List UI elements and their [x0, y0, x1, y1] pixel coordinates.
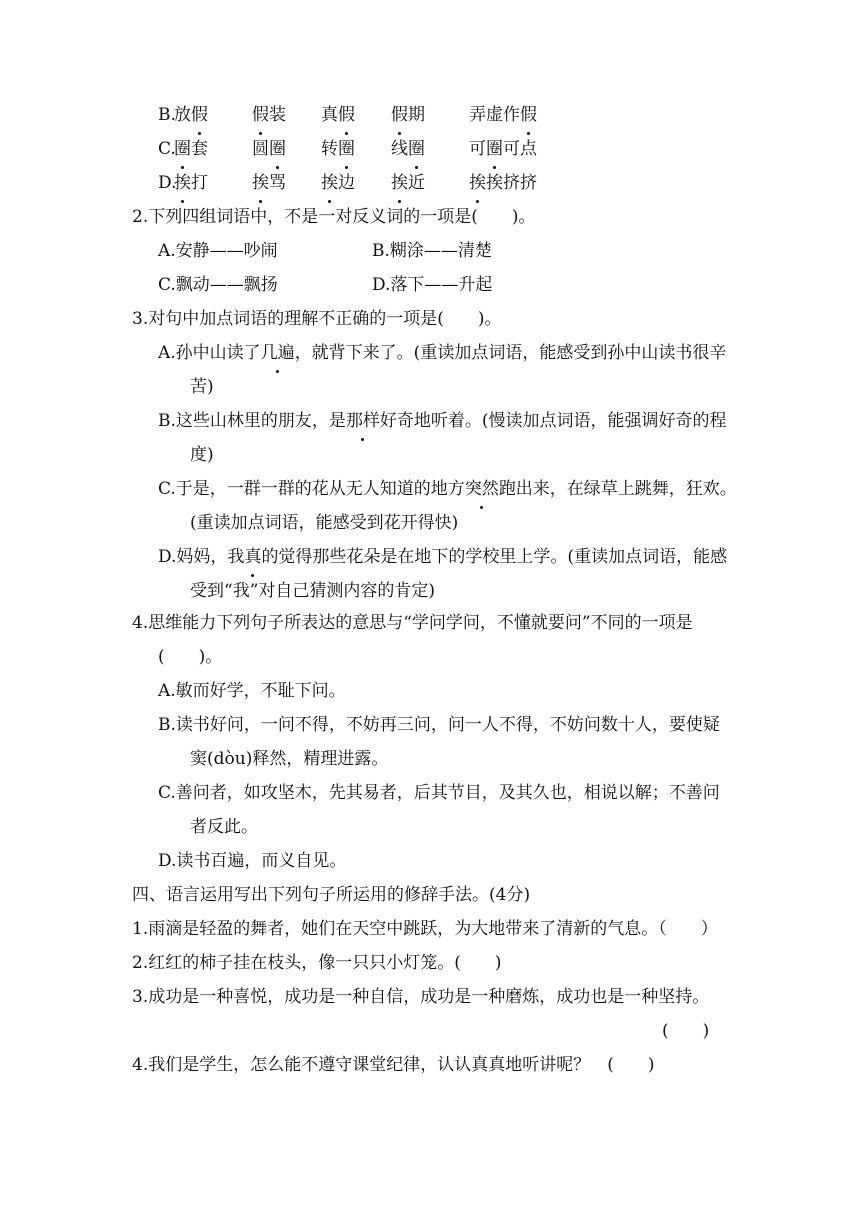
q4-option-b-cont: 窦(dòu)释然，精理进露。 — [190, 749, 389, 769]
option-b-label: B. — [158, 105, 176, 125]
rhetoric-sentence-1: 1.雨滴是轻盈的舞者，她们在天空中跳跃，为大地带来了清新的气息。（ ） — [132, 919, 718, 939]
word-d-3: 挨边 — [321, 166, 355, 200]
word-c-2: 圆圈 — [252, 132, 286, 166]
word-d-1: 挨打 — [174, 166, 208, 200]
word-b-2: 假装 — [252, 98, 286, 132]
q3-option-c: C.于是，一群一群的花从无人知道的地方突然跑出来，在绿草上跳舞，狂欢。 — [158, 472, 737, 506]
q3-stem: 3.对句中加点词语的理解不正确的一项是( )。 — [132, 309, 502, 329]
q4-stem-cont: ( )。 — [158, 647, 223, 667]
q3-option-b-cont: 度) — [190, 445, 214, 465]
q3-option-d-cont: 受到“我”对自己猜测内容的肯定) — [190, 581, 436, 601]
word-b-3: 真假 — [321, 98, 355, 132]
rhetoric-sentence-4: 4.我们是学生，怎么能不遵守课堂纪律，认认真真地听讲呢？ ( ) — [132, 1055, 655, 1075]
rhetoric-sentence-2: 2.红红的柿子挂在枝头，像一只只小灯笼。( ) — [132, 953, 502, 973]
q3-option-d: D.妈妈，我真的觉得那些花朵是在地下的学校里上学。(重读加点词语，能感 — [158, 540, 727, 574]
word-d-4: 挨近 — [391, 166, 425, 200]
word-b-4: 假期 — [391, 98, 425, 132]
q4-option-c: C.善问者，如攻坚木，先其易者，后其节目，及其久也，相说以解；不善问 — [158, 783, 720, 803]
q3-option-a: A.孙中山读了几遍，就背下来了。(重读加点词语，能感受到孙中山读书很辛 — [158, 336, 726, 370]
q4-option-a: A.敏而好学，不耻下问。 — [158, 681, 346, 701]
word-d-5: 挨挨挤挤 — [469, 166, 537, 200]
section-4-title: 四、语言运用写出下列句子所运用的修辞手法。(4分) — [132, 885, 531, 905]
q4-option-d: D.读书百遍，而义自见。 — [158, 851, 347, 871]
option-d-label: D. — [158, 173, 177, 193]
q3-option-b: B.这些山林里的朋友，是那样好奇地听着。(慢读加点词语，能强调好奇的程 — [158, 404, 727, 438]
q3-option-a-cont: 苦) — [190, 377, 214, 397]
q2-option-c: C.飘动——飘扬 — [158, 275, 278, 295]
rhetoric-sentence-3: 3.成功是一种喜悦，成功是一种自信，成功是一种磨炼，成功也是一种坚持。 — [132, 987, 710, 1007]
word-c-3: 转圈 — [321, 132, 355, 166]
word-c-4: 线圈 — [391, 132, 425, 166]
word-b-5: 弄虚作假 — [469, 98, 537, 132]
rhetoric-sentence-3-blank[interactable]: ( ) — [662, 1021, 710, 1041]
q2-option-d: D.落下——升起 — [372, 275, 493, 295]
q2-option-b: B.糊涂——清楚 — [372, 241, 492, 261]
q4-option-b: B.读书好问，一问不得，不妨再三问，问一人不得，不妨问数十人，要使疑 — [158, 715, 720, 735]
word-b-1: 放假 — [174, 98, 208, 132]
q2-option-a: A.安静——吵闹 — [158, 241, 278, 261]
q4-option-c-cont: 者反此。 — [190, 817, 258, 837]
q3-option-c-cont: (重读加点词语，能感受到花开得快) — [190, 513, 459, 533]
q2-stem: 2.下列四组词语中，不是一对反义词的一项是( )。 — [132, 207, 536, 227]
q4-stem: 4.思维能力下列句子所表达的意思与“学问学问，不懂就要问”不同的一项是 — [132, 613, 693, 633]
option-c-label: C. — [158, 139, 176, 159]
word-d-2: 挨骂 — [252, 166, 286, 200]
word-c-5: 可圈可点 — [469, 132, 537, 166]
word-c-1: 圈套 — [174, 132, 208, 166]
